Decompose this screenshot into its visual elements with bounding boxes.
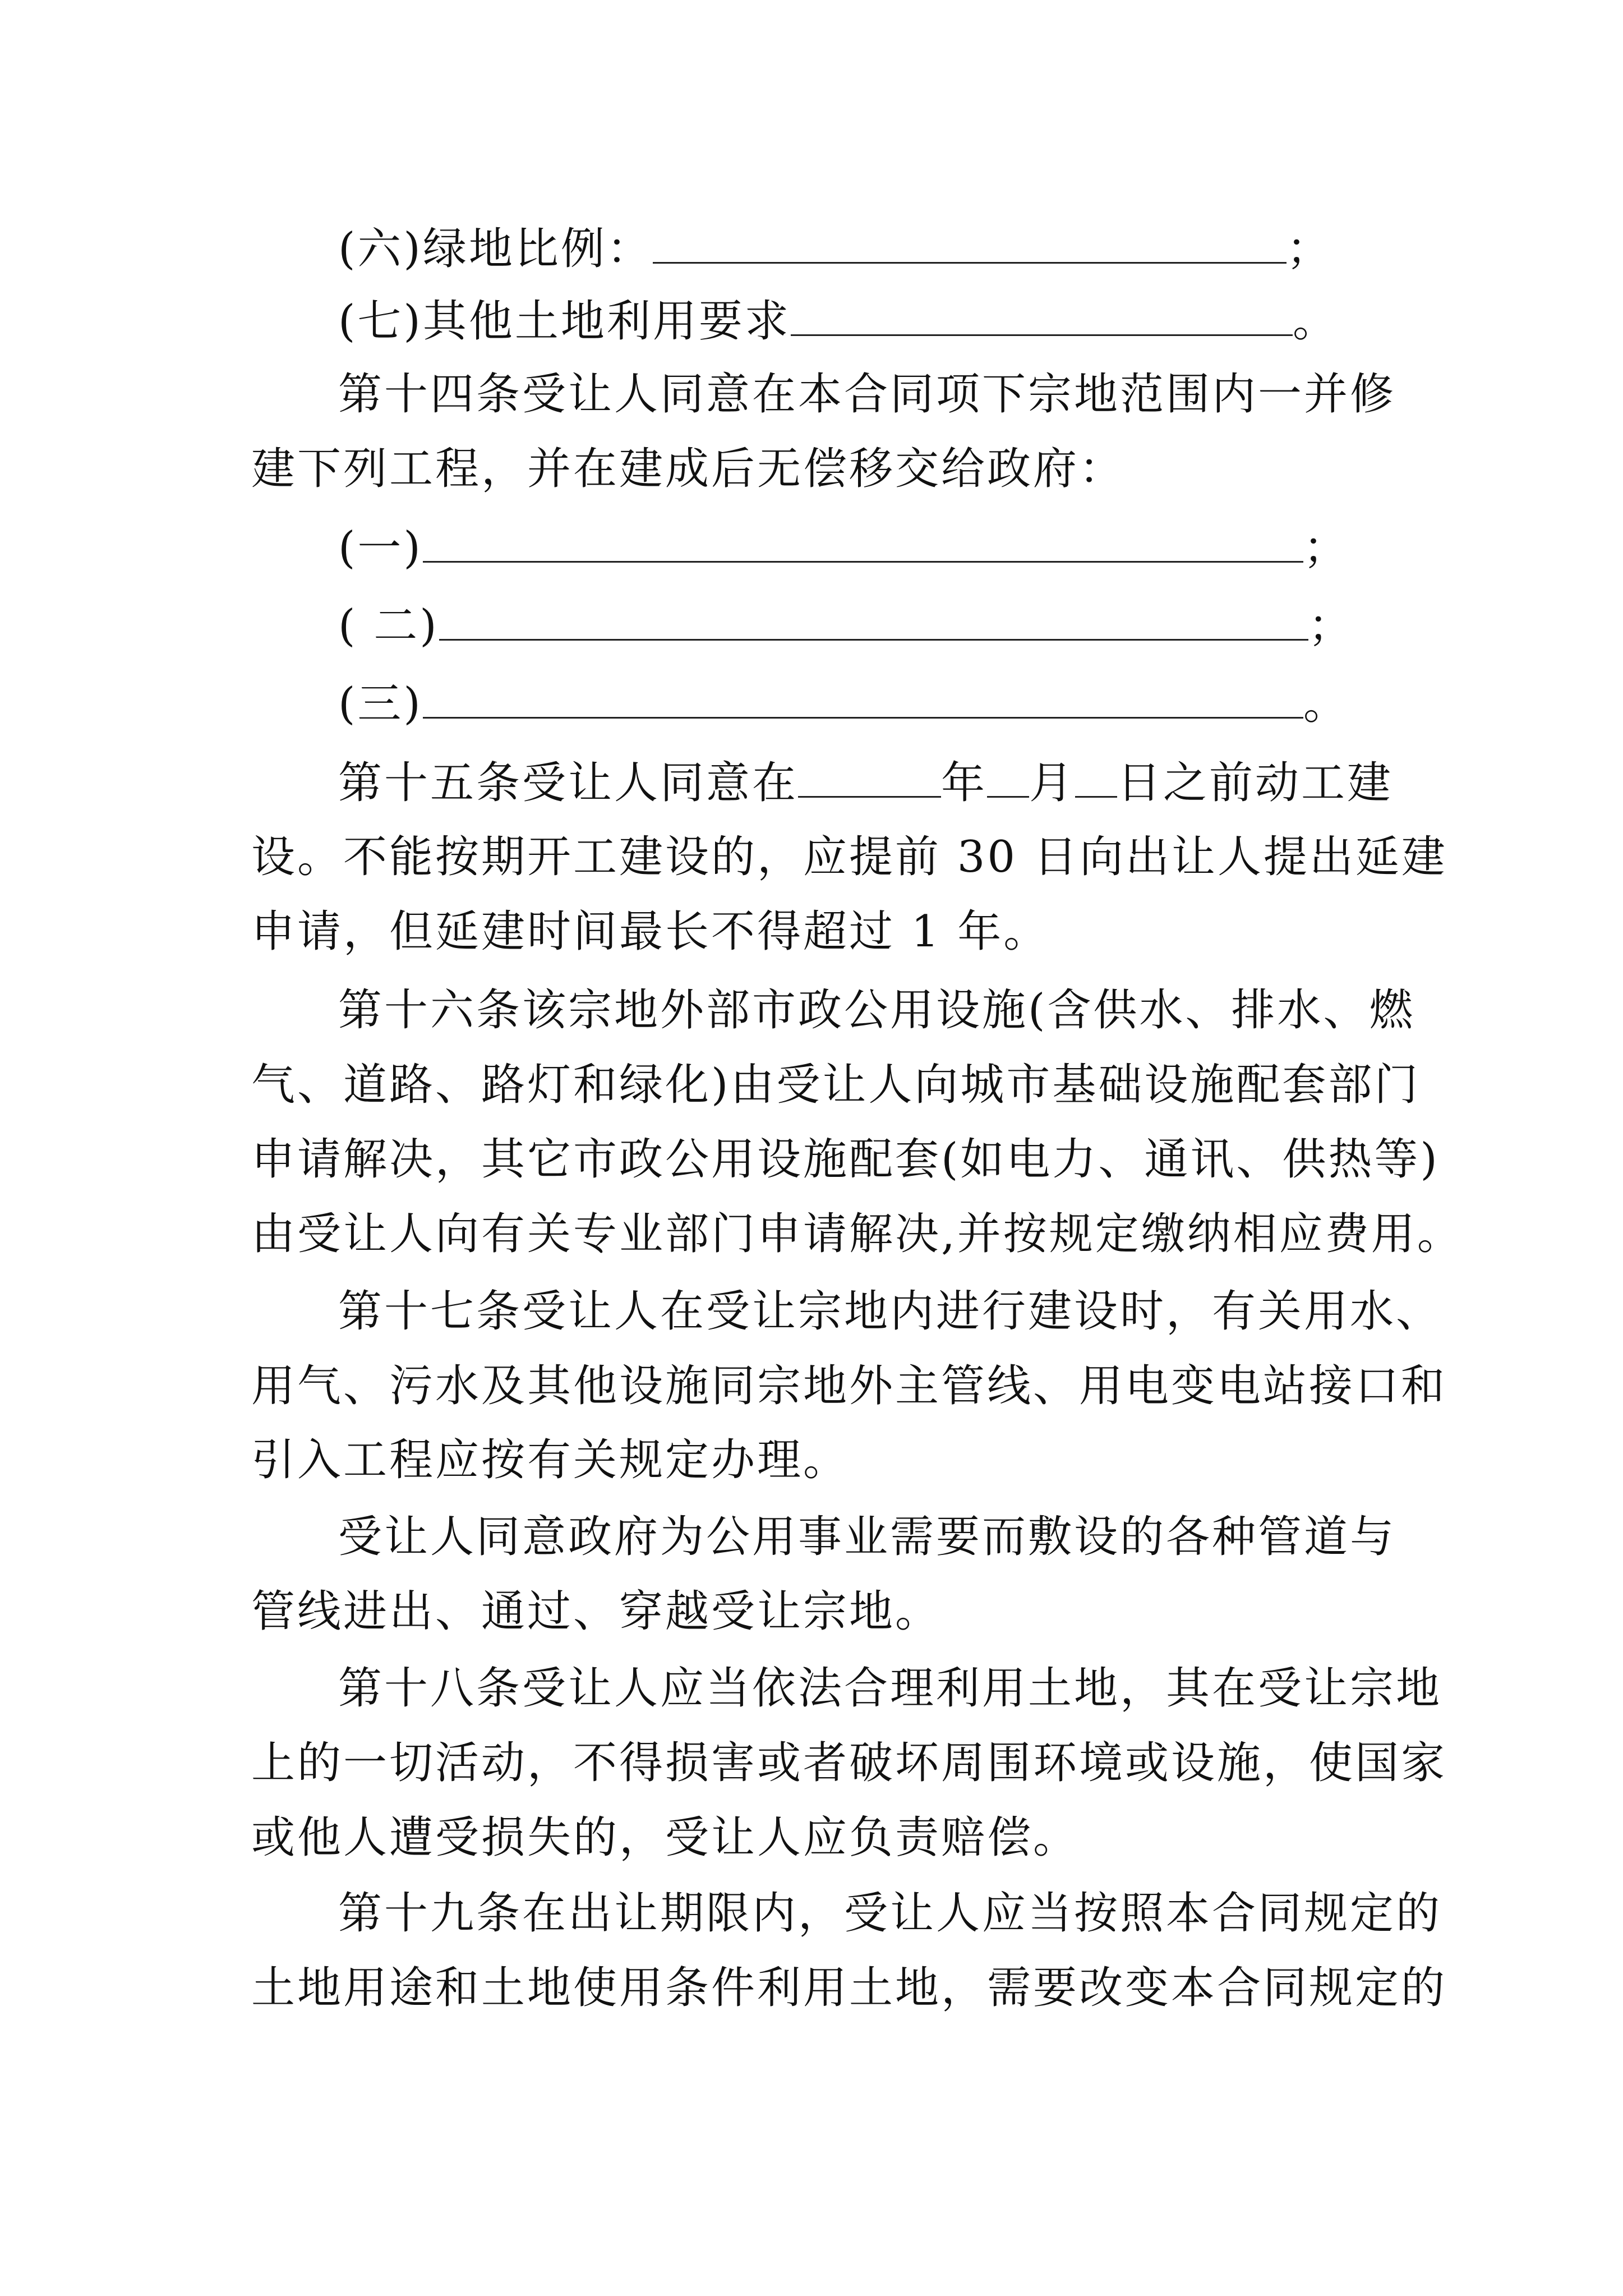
year-label: 年: [941, 758, 988, 808]
item-label: ( 二): [338, 601, 439, 651]
item-punct: 。: [1303, 679, 1349, 729]
paragraph-line: 申请解决，其它市政公用设施配套(如电力、通讯、供热等): [251, 1134, 1440, 1185]
clause-punct: 。: [1292, 296, 1339, 347]
project-item-3: [338, 670, 1477, 738]
paragraph-line: 管线进出、通过、穿越受让宗地。: [251, 1586, 942, 1637]
paragraph-line: 受让人同意政府为公用事业需要而敷设的各种管道与: [338, 1512, 1396, 1562]
clause-punct: ；: [1286, 224, 1332, 274]
item-label: (三): [338, 679, 423, 729]
paragraph-line: 申请，但延建时间最长不得超过 1 年。: [251, 907, 1050, 957]
fill-blank: [423, 684, 1303, 719]
month-blank: [987, 763, 1029, 798]
fill-blank: [653, 229, 1287, 264]
clause-label: (六)绿地比例：: [338, 224, 653, 274]
project-item-1: [338, 514, 1477, 582]
clause-other-land-use: [338, 288, 1477, 355]
paragraph-line: 建下列工程，并在建成后无偿移交给政府：: [251, 444, 1126, 494]
paragraph-line: 由受让人向有关专业部门申请解决,并按规定缴纳相应费用。: [251, 1209, 1463, 1259]
paragraph-line: 用气、污水及其他设施同宗地外主管线、用电变电站接口和: [251, 1361, 1447, 1411]
paragraph-line: 或他人遭受损失的，受让人应负责赔偿。: [251, 1812, 1080, 1863]
paragraph-line: 第十六条该宗地外部市政公用设施(含供水、排水、燃: [338, 985, 1415, 1036]
paragraph-line: 第十八条受让人应当依法合理利用土地，其在受让宗地: [338, 1663, 1442, 1714]
fill-blank: [423, 528, 1303, 563]
day-label: 日之前动工建: [1117, 758, 1394, 808]
paragraph-line: 第十九条在出让期限内，受让人应当按照本合同规定的: [338, 1888, 1442, 1939]
fill-blank: [439, 606, 1308, 641]
item-punct: ；: [1303, 523, 1349, 573]
clause-greenland-ratio: [338, 215, 1477, 283]
item-label: (一): [338, 523, 423, 573]
fill-blank: [791, 302, 1293, 336]
paragraph-line: 引入工程应按有关规定办理。: [251, 1435, 850, 1485]
clause-text: 第十五条受让人同意在: [338, 758, 799, 808]
month-label: 月: [1029, 758, 1076, 808]
paragraph-line: 上的一切活动，不得损害或者破坏周围环境或设施，使国家: [251, 1738, 1447, 1788]
project-item-2: [338, 592, 1477, 660]
paragraph-line: 第十四条受让人同意在本合同项下宗地范围内一并修: [338, 369, 1396, 420]
paragraph-line: 土地用途和土地使用条件利用土地，需要改变本合同规定的: [251, 1963, 1447, 2013]
clause-label: (七)其他土地利用要求: [338, 296, 791, 347]
paragraph-line: 设。不能按期开工建设的，应提前 30 日向出让人提出延建: [251, 832, 1447, 882]
year-blank: [798, 763, 941, 798]
paragraph-line: 气、道路、路灯和绿化)由受让人向城市基础设施配套部门: [251, 1060, 1421, 1110]
clause-construction-date: [338, 749, 1477, 817]
paragraph-line: 第十七条受让人在受让宗地内进行建设时，有关用水、: [338, 1286, 1442, 1337]
item-punct: ；: [1308, 601, 1354, 651]
day-blank: [1075, 763, 1117, 798]
